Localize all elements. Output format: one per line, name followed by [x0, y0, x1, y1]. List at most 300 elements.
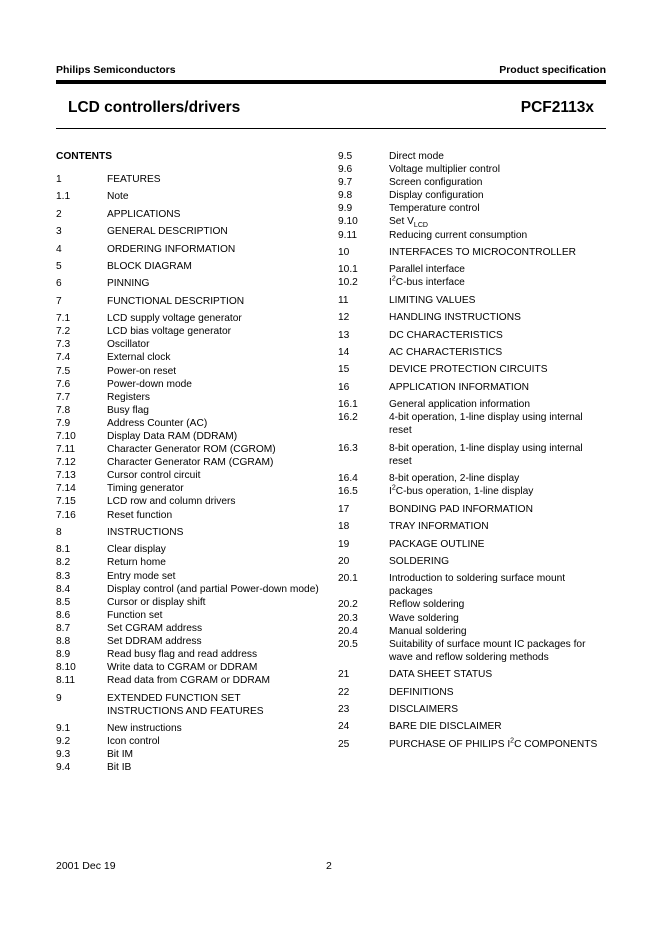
toc-entry-title — [107, 635, 326, 648]
toc-entry-number: 20.3 — [338, 612, 358, 624]
toc-entry-title — [389, 189, 608, 202]
toc-entry — [338, 246, 608, 259]
toc-entry-title — [389, 176, 608, 189]
toc-entry-title-text: Entry mode set — [107, 570, 176, 582]
toc-entry — [56, 295, 326, 308]
toc-entry-title-text: Icon control — [107, 736, 160, 748]
toc-entry-title — [107, 526, 326, 539]
header-divider-thick — [56, 80, 606, 84]
toc-entry — [56, 674, 326, 687]
toc-entry-title — [389, 720, 608, 733]
toc-entry — [56, 482, 326, 495]
toc-entry-number: 7.7 — [56, 391, 71, 403]
toc-entry-title — [107, 661, 326, 674]
toc-entry — [56, 761, 326, 774]
toc-entry-title-text: Introduction to soldering surface mount packages — [389, 573, 566, 598]
toc-entry-title-text: FUNCTIONAL DESCRIPTION — [107, 295, 245, 307]
toc-entry — [56, 260, 326, 273]
toc-entry-title-text: DEFINITIONS — [389, 686, 454, 698]
toc-entry-title — [389, 442, 608, 468]
toc-entry-title-text: Reducing current consumption — [389, 229, 528, 241]
toc-entry — [56, 583, 326, 596]
toc-entry — [56, 692, 326, 718]
part-number: PCF2113x — [520, 99, 594, 116]
toc-entry-number: 9.5 — [338, 151, 353, 162]
toc-entry — [56, 735, 326, 748]
toc-entry-number: 24 — [338, 721, 350, 733]
toc-entry — [338, 485, 608, 498]
toc-entry — [338, 738, 608, 751]
toc-entry-title-text: Screen configuration — [389, 177, 483, 189]
toc-entry-title — [389, 738, 608, 751]
toc-entry-number: 7.13 — [56, 470, 76, 482]
toc-entry-number: 10 — [338, 246, 350, 258]
toc-entry-title-text: Power-down mode — [107, 378, 192, 390]
toc-entry-number: 9.11 — [338, 229, 358, 241]
toc-entry-title-text: PACKAGE OUTLINE — [389, 538, 485, 550]
toc-entry-title-text: TRAY INFORMATION — [389, 521, 489, 533]
toc-entry-title-text: EXTENDED FUNCTION SET INSTRUCTIONS AND FEATURES — [107, 692, 264, 717]
toc-entry-title — [389, 520, 608, 533]
toc-entry-number: 16.1 — [338, 399, 358, 411]
toc-entry-number: 14 — [338, 347, 350, 358]
toc-entry-title-text: Bit IM — [107, 749, 134, 761]
toc-entry-subscript: LCD — [413, 222, 428, 230]
toc-entry-number: 20.2 — [338, 599, 358, 611]
toc-entry-title-text: General application information — [389, 399, 531, 411]
toc-entry-number: 8.10 — [56, 662, 76, 674]
toc-entry-number: 9.10 — [338, 216, 358, 228]
toc-entry — [56, 556, 326, 569]
toc-entry — [338, 329, 608, 342]
toc-entry-superscript: 2 — [510, 737, 515, 745]
toc-entry-number: 16.3 — [338, 442, 358, 454]
toc-entry-number: 9.7 — [338, 177, 353, 189]
toc-entry-number: 19 — [338, 538, 350, 550]
toc-entry-title-text: Set CGRAM address — [107, 622, 203, 634]
toc-entry — [338, 520, 608, 533]
toc-entry-title-text: Reflow soldering — [389, 599, 465, 611]
toc-entry-number: 9.9 — [338, 203, 353, 215]
toc-entry-number: 9.3 — [56, 749, 71, 761]
toc-entry-number: 7.12 — [56, 457, 76, 469]
toc-entry-title — [389, 363, 608, 376]
toc-entry-title-prefix: I — [389, 277, 392, 289]
toc-entry-superscript: 2 — [391, 276, 396, 284]
toc-entry-number: 10.2 — [338, 277, 358, 289]
toc-entry-title — [107, 456, 326, 469]
toc-entry-title — [389, 346, 608, 359]
toc-entry-number: 8.7 — [56, 622, 71, 634]
toc-entry — [56, 722, 326, 735]
toc-entry-title — [107, 365, 326, 378]
header-divider-thin — [56, 128, 606, 129]
toc-entry-number: 8.3 — [56, 570, 71, 582]
toc-entry-title-text: Function set — [107, 609, 163, 621]
toc-entry — [56, 325, 326, 338]
toc-entry-title — [107, 325, 326, 338]
toc-entry-title-text: Oscillator — [107, 339, 150, 351]
toc-entry-number: 8.4 — [56, 583, 71, 595]
toc-entry-title — [107, 543, 326, 556]
toc-entry-title — [107, 556, 326, 569]
toc-entry-title-text: DC CHARACTERISTICS — [389, 329, 503, 341]
toc-entry — [56, 208, 326, 221]
toc-entry-number: 7.8 — [56, 404, 71, 416]
toc-entry-title — [389, 294, 608, 307]
toc-entry-title-text: Timing generator — [107, 483, 184, 495]
toc-entry-title-text: Display control (and partial Power-down mode) — [107, 583, 319, 595]
toc-entry-number: 20 — [338, 555, 350, 567]
toc-entry-number: 5 — [56, 260, 62, 272]
toc-entry-number: 8.11 — [56, 675, 76, 687]
toc-entry-title-text: Character Generator RAM (CGRAM) — [107, 457, 274, 469]
toc-entry — [56, 225, 326, 238]
toc-entry-title-text: Read busy flag and read address — [107, 649, 258, 661]
toc-entry-title-text: PINNING — [107, 278, 150, 290]
toc-entry-number: 7.3 — [56, 339, 71, 351]
toc-entry — [56, 748, 326, 761]
toc-entry-number: 21 — [338, 669, 350, 681]
toc-entry-title — [389, 572, 608, 598]
document-title: LCD controllers/drivers — [68, 99, 241, 116]
toc-entry — [338, 598, 608, 611]
toc-entry-number: 7.5 — [56, 365, 71, 377]
toc-entry-title — [107, 622, 326, 635]
toc-entry-number: 16 — [338, 381, 350, 393]
toc-entry-title-text: External clock — [107, 352, 171, 364]
toc-entry-title-text: Parallel interface — [389, 264, 465, 276]
toc-entry — [338, 363, 608, 376]
toc-entry-title — [107, 443, 326, 456]
toc-entry-title-text: DEVICE PROTECTION CIRCUITS — [389, 364, 548, 376]
toc-entry — [338, 398, 608, 411]
toc-entry-number: 9.1 — [56, 723, 71, 735]
toc-entry-title — [389, 598, 608, 611]
page-number: 2 — [326, 860, 332, 872]
toc-entry-title-text: GENERAL DESCRIPTION — [107, 226, 228, 238]
toc-entry-title — [389, 263, 608, 276]
toc-entry-superscript: 2 — [391, 484, 396, 492]
toc-entry-number: 18 — [338, 521, 350, 533]
toc-entry — [338, 263, 608, 276]
toc-entry-title — [107, 609, 326, 622]
contents-heading: CONTENTS — [56, 151, 113, 162]
toc-entry-number: 10.1 — [338, 264, 358, 276]
toc-entry-title — [107, 404, 326, 417]
toc-entry-title — [107, 351, 326, 364]
toc-entry-title — [107, 312, 326, 325]
toc-entry-title — [389, 381, 608, 394]
toc-entry — [56, 173, 326, 186]
toc-entry — [56, 443, 326, 456]
toc-entry-title — [107, 482, 326, 495]
toc-entry-title-text: Busy flag — [107, 404, 149, 416]
toc-entry — [56, 404, 326, 417]
toc-entry — [338, 555, 608, 568]
toc-entry-title — [107, 430, 326, 443]
toc-entry-title — [389, 503, 608, 516]
toc-entry-number: 7.14 — [56, 483, 76, 495]
toc-entry-title-text: Reset function — [107, 509, 173, 521]
toc-entry-title-text: Cursor or display shift — [107, 596, 206, 608]
toc-entry — [338, 572, 608, 598]
toc-entry-title — [389, 668, 608, 681]
toc-entry-number: 8.8 — [56, 635, 71, 647]
toc-entry — [338, 150, 608, 163]
toc-entry — [56, 469, 326, 482]
toc-entry-number: 20.1 — [338, 573, 358, 585]
toc-entry-number: 1.1 — [56, 191, 71, 203]
toc-entry — [56, 277, 326, 290]
toc-entry-title-text: APPLICATIONS — [107, 208, 181, 220]
toc-entry-title-text: INTERFACES TO MICROCONTROLLER — [389, 246, 576, 258]
toc-entry-title — [107, 509, 326, 522]
toc-entry-title — [107, 173, 326, 186]
toc-entry — [56, 609, 326, 622]
toc-entry-number: 11 — [338, 294, 349, 306]
toc-entry-title-text: PURCHASE OF PHILIPS I — [389, 738, 511, 750]
toc-entry-title-text: Wave soldering — [389, 612, 459, 624]
toc-entry-title-text: Suitability of surface mount IC packages for wave and reflow soldering methods — [389, 638, 586, 663]
toc-entry-number: 7.4 — [56, 352, 71, 364]
document-type: Product specification — [499, 64, 606, 76]
toc-entry-number: 7.1 — [56, 313, 71, 325]
toc-entry-title — [389, 276, 608, 289]
toc-entry-title — [389, 703, 608, 716]
toc-entry-title — [389, 555, 608, 568]
toc-entry — [56, 243, 326, 256]
toc-entry-number: 16.5 — [338, 486, 358, 498]
toc-entry-title — [389, 246, 608, 259]
toc-entry-title — [107, 495, 326, 508]
toc-entry — [338, 294, 608, 307]
toc-entry-number: 8.9 — [56, 649, 71, 661]
toc-entry-title-text: Clear display — [107, 544, 166, 556]
toc-entry-title-text: BONDING PAD INFORMATION — [389, 503, 533, 515]
toc-entry-number: 9.6 — [338, 164, 353, 176]
toc-entry — [56, 391, 326, 404]
toc-entry-number: 20.4 — [338, 625, 358, 637]
toc-entry-title-text: 8-bit operation, 1-line display using internal reset — [389, 442, 583, 467]
toc-entry — [56, 378, 326, 391]
toc-entry-number: 16.4 — [338, 473, 358, 485]
toc-entry-number: 1 — [56, 174, 62, 185]
toc-entry — [338, 625, 608, 638]
toc-entry-title — [107, 338, 326, 351]
toc-entry-title-text: C-bus interface — [395, 277, 465, 289]
toc-entry — [56, 351, 326, 364]
toc-entry-title-text: Display Data RAM (DDRAM) — [107, 430, 238, 442]
toc-entry-title — [389, 311, 608, 324]
toc-entry-number: 9.4 — [56, 762, 71, 774]
toc-entry-title-text: BARE DIE DISCLAIMER — [389, 721, 502, 733]
toc-entry — [338, 472, 608, 485]
toc-entry-number: 3 — [56, 226, 62, 238]
toc-entry — [56, 526, 326, 539]
toc-entry-title-text: HANDLING INSTRUCTIONS — [389, 312, 521, 324]
contents-column-right — [338, 150, 608, 755]
toc-entry-title-text: Registers — [107, 391, 151, 403]
toc-entry-title — [107, 417, 326, 430]
toc-entry — [56, 648, 326, 661]
toc-entry-number: 7.10 — [56, 430, 76, 442]
toc-entry-title — [107, 295, 326, 308]
toc-entry — [338, 229, 608, 242]
toc-entry-title-text: 4-bit operation, 1-line display using internal reset — [389, 412, 583, 437]
toc-entry — [56, 596, 326, 609]
toc-entry — [338, 202, 608, 215]
footer-date: 2001 Dec 19 — [56, 860, 116, 872]
toc-entry — [338, 668, 608, 681]
toc-entry-number: 22 — [338, 686, 350, 698]
contents-column-left — [56, 150, 326, 775]
toc-entry-title-text: 8-bit operation, 2-line display — [389, 473, 520, 485]
toc-entry-title — [107, 208, 326, 221]
toc-entry-title — [107, 692, 326, 718]
toc-entry — [338, 686, 608, 699]
toc-entry-title — [107, 190, 326, 203]
toc-entry — [338, 538, 608, 551]
toc-entry — [56, 365, 326, 378]
toc-entry — [338, 612, 608, 625]
toc-entry-number: 6 — [56, 278, 62, 290]
toc-entry-number: 7.2 — [56, 326, 71, 338]
toc-entry-number: 17 — [338, 503, 350, 515]
toc-entry-title-suffix: C COMPONENTS — [514, 738, 598, 750]
toc-entry — [338, 503, 608, 516]
toc-entry-title — [107, 596, 326, 609]
toc-entry-title — [389, 538, 608, 551]
toc-entry-title-text: Display configuration — [389, 190, 484, 202]
toc-entry — [338, 176, 608, 189]
toc-entry-title-text: DATA SHEET STATUS — [389, 669, 493, 681]
toc-entry-number: 2 — [56, 208, 62, 220]
toc-entry-title-text: Address Counter (AC) — [107, 417, 208, 429]
toc-entry — [56, 190, 326, 203]
toc-entry-title — [389, 202, 608, 215]
toc-entry-title-text: Set DDRAM address — [107, 635, 202, 647]
toc-entry — [338, 381, 608, 394]
toc-entry-number: 13 — [338, 329, 350, 341]
toc-entry — [338, 442, 608, 468]
toc-entry-number: 7.11 — [56, 444, 76, 456]
toc-entry-title — [389, 150, 608, 163]
toc-entry-title — [107, 761, 326, 774]
toc-entry-title — [107, 469, 326, 482]
toc-entry-title — [107, 260, 326, 273]
toc-entry-number: 8.6 — [56, 609, 71, 621]
toc-entry-number: 8.2 — [56, 557, 71, 569]
toc-entry-number: 9 — [56, 692, 62, 704]
toc-entry-title-text: Temperature control — [389, 203, 480, 215]
toc-entry-title-text: C-bus operation, 1-line display — [395, 486, 534, 498]
toc-entry-title-text: SOLDERING — [389, 555, 450, 567]
toc-entry-title — [107, 648, 326, 661]
toc-entry — [56, 622, 326, 635]
toc-entry-title-text: LCD supply voltage generator — [107, 313, 242, 325]
toc-entry — [56, 509, 326, 522]
toc-entry-title-text: Set V — [389, 216, 414, 228]
toc-entry — [56, 543, 326, 556]
toc-entry-number: 8 — [56, 526, 62, 538]
toc-entry-title-text: Manual soldering — [389, 625, 467, 637]
toc-entry — [56, 338, 326, 351]
toc-entry — [338, 411, 608, 437]
toc-entry-title — [107, 674, 326, 687]
toc-entry-title — [389, 215, 608, 228]
toc-entry-title-text: LCD row and column drivers — [107, 496, 236, 508]
toc-entry-number: 7.9 — [56, 417, 71, 429]
toc-entry-number: 7.6 — [56, 378, 71, 390]
toc-entry-title-text: INSTRUCTIONS — [107, 526, 184, 538]
toc-entry-number: 8.1 — [56, 544, 71, 556]
toc-entry-title — [389, 485, 608, 498]
toc-entry-title — [107, 378, 326, 391]
toc-entry-title — [389, 329, 608, 342]
toc-entry — [338, 703, 608, 716]
toc-entry-title — [107, 243, 326, 256]
toc-entry — [338, 346, 608, 359]
toc-entry-title-text: DISCLAIMERS — [389, 704, 459, 716]
toc-entry-number: 23 — [338, 704, 350, 716]
toc-entry-title — [389, 398, 608, 411]
toc-entry-title-text: Cursor control circuit — [107, 470, 201, 482]
toc-entry-title — [389, 625, 608, 638]
toc-entry — [338, 163, 608, 176]
toc-entry-title — [389, 163, 608, 176]
toc-entry — [338, 311, 608, 324]
toc-entry-title-text: Power-on reset — [107, 365, 177, 377]
toc-entry — [338, 215, 608, 228]
toc-entry-title-prefix: I — [389, 486, 392, 498]
toc-entry-title-text: ORDERING INFORMATION — [107, 243, 236, 255]
toc-entry — [56, 312, 326, 325]
toc-entry-number: 25 — [338, 738, 350, 750]
toc-entry-number: 8.5 — [56, 596, 71, 608]
toc-entry-title — [107, 277, 326, 290]
toc-entry-title — [389, 638, 608, 664]
toc-entry-title — [107, 391, 326, 404]
toc-entry-title-text: Character Generator ROM (CGROM) — [107, 444, 276, 456]
toc-entry-title-text: BLOCK DIAGRAM — [107, 260, 192, 272]
toc-entry-title — [389, 686, 608, 699]
toc-entry-title — [107, 722, 326, 735]
toc-entry-title — [107, 225, 326, 238]
toc-entry-title-text: New instructions — [107, 723, 182, 735]
toc-entry-title — [107, 570, 326, 583]
toc-entry — [56, 661, 326, 674]
toc-entry — [56, 417, 326, 430]
toc-entry-title-text: APPLICATION INFORMATION — [389, 381, 529, 393]
toc-entry-number: 16.2 — [338, 412, 358, 424]
toc-entry-title — [107, 583, 326, 596]
toc-entry-number: 12 — [338, 312, 350, 324]
toc-entry-title — [389, 229, 608, 242]
toc-entry-number: 7 — [56, 295, 62, 307]
toc-entry — [56, 570, 326, 583]
toc-entry-title-text: Direct mode — [389, 151, 444, 162]
toc-entry-title-text: Write data to CGRAM or DDRAM — [107, 662, 258, 674]
toc-entry-title — [107, 735, 326, 748]
toc-entry-title-text: LCD bias voltage generator — [107, 326, 232, 338]
toc-entry-title — [389, 612, 608, 625]
toc-entry-title — [389, 472, 608, 485]
toc-entry-number: 4 — [56, 243, 62, 255]
toc-entry-title-text: FEATURES — [107, 174, 161, 185]
toc-entry — [338, 276, 608, 289]
toc-entry-title — [107, 748, 326, 761]
